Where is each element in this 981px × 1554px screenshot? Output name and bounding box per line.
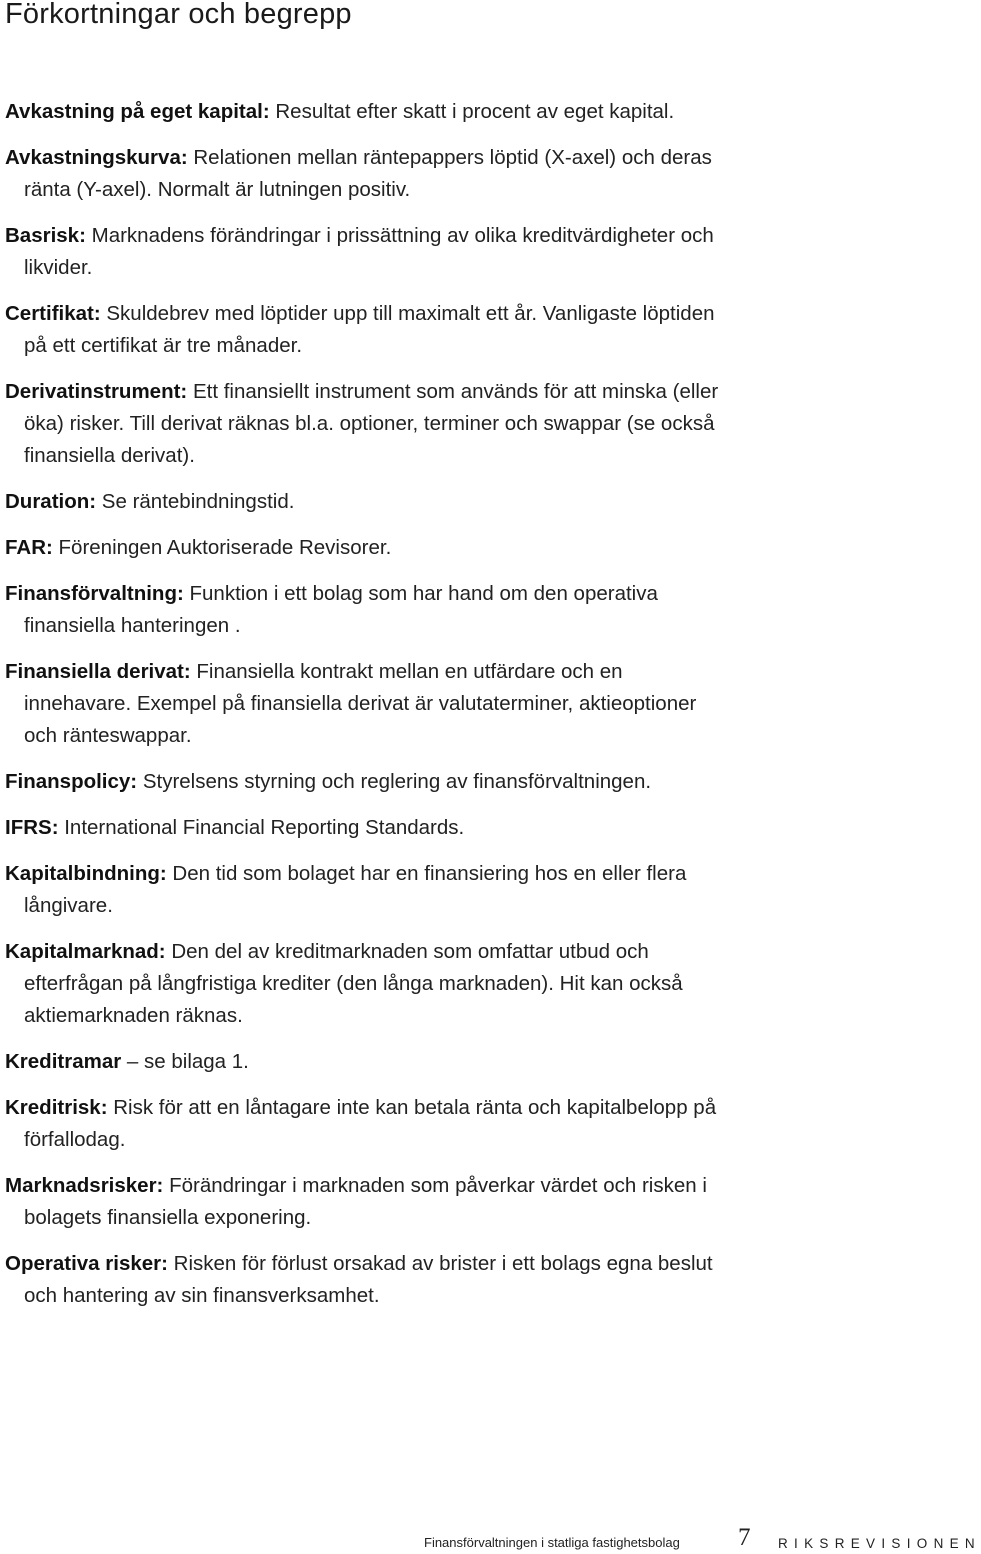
glossary-entry (5, 220, 725, 284)
glossary-definition: – se bilaga 1. (121, 1050, 249, 1073)
glossary-term: Finanspolicy: (5, 770, 138, 793)
glossary-entry (5, 766, 725, 798)
glossary-definition: Föreningen Auktoriserade Revisorer. (52, 536, 392, 559)
glossary-definition: Risk för att en låntagare inte kan betala ränta och kapitalbelopp på förfallodag. (24, 1096, 717, 1151)
glossary-term: Kapitalmarknad: (5, 940, 166, 963)
glossary-entry (5, 858, 725, 922)
glossary-entry (5, 812, 725, 844)
glossary-definition: Förändringar i marknaden som påverkar värdet och risken i bolagets finansiella exponering. (24, 1174, 707, 1229)
page-footer (0, 1524, 981, 1554)
glossary-entry (5, 656, 725, 752)
glossary-term: Basrisk: (5, 224, 86, 247)
glossary-definition: International Financial Reporting Standards. (58, 816, 465, 839)
footer-document-title: Finansförvaltningen i statliga fastighetsbolag (424, 1535, 680, 1550)
glossary-definition: Finansiella kontrakt mellan en utfärdare och en innehavare. Exempel på finansiella derivat är valutaterminer, aktieoptioner och ränteswappar. (24, 660, 697, 747)
glossary-definition: Styrelsens styrning och reglering av finansförvaltningen. (137, 770, 652, 793)
glossary-term: Kreditramar (5, 1050, 122, 1073)
glossary-entry (5, 936, 725, 1032)
glossary-entry (5, 96, 725, 128)
glossary-term: FAR: (5, 536, 53, 559)
glossary-term: Finansförvaltning: (5, 582, 184, 605)
riksrevisionen-logo: RIKSREVISIONEN (778, 1536, 981, 1551)
glossary-term: Derivatinstrument: (5, 380, 188, 403)
glossary-term: Operativa risker: (5, 1252, 168, 1275)
glossary-term: Certifikat: (5, 302, 101, 325)
glossary-term: Duration: (5, 490, 97, 513)
glossary-definition: Relationen mellan räntepappers löptid (X-axel) och deras ränta (Y-axel). Normalt är lutningen positiv. (24, 146, 712, 201)
glossary-entry (5, 142, 725, 206)
glossary-definition: Skuldebrev med löptider upp till maximalt ett år. Vanligaste löptiden på ett certifikat är tre månader. (24, 302, 715, 357)
glossary-entry (5, 1092, 725, 1156)
glossary-entry (5, 532, 725, 564)
glossary-definition: Funktion i ett bolag som har hand om den operativa finansiella hanteringen . (24, 582, 658, 637)
glossary-definition: Resultat efter skatt i procent av eget kapital. (269, 100, 675, 123)
glossary-entry (5, 376, 725, 472)
glossary-list (5, 96, 725, 1326)
glossary-term: IFRS: (5, 816, 59, 839)
footer-page-number: 7 (738, 1524, 751, 1551)
glossary-entry (5, 578, 725, 642)
glossary-term: Kapitalbindning: (5, 862, 167, 885)
glossary-entry (5, 298, 725, 362)
glossary-definition: Risken för förlust orsakad av brister i ett bolags egna beslut och hantering av sin finansverksamhet. (24, 1252, 713, 1307)
glossary-entry (5, 486, 725, 518)
glossary-definition: Den del av kreditmarknaden som omfattar utbud och efterfrågan på långfristiga krediter (den långa marknaden). Hit kan också aktiemarknaden räknas. (24, 940, 683, 1027)
page-title: Förkortningar och begrepp (5, 0, 352, 30)
glossary-term: Marknadsrisker: (5, 1174, 164, 1197)
glossary-term: Avkastning på eget kapital: (5, 100, 270, 123)
glossary-entry (5, 1046, 725, 1078)
glossary-definition: Se räntebindningstid. (96, 490, 295, 513)
glossary-term: Avkastningskurva: (5, 146, 188, 169)
glossary-definition: Den tid som bolaget har en finansiering hos en eller flera långivare. (24, 862, 687, 917)
glossary-term: Finansiella derivat: (5, 660, 191, 683)
glossary-entry (5, 1170, 725, 1234)
glossary-definition: Ett finansiellt instrument som används för att minska (eller öka) risker. Till derivat räknas bl.a. optioner, terminer och swappar (se också finansiella derivat). (24, 380, 719, 467)
glossary-definition: Marknadens förändringar i prissättning av olika kreditvärdigheter och likvider. (24, 224, 714, 279)
glossary-term: Kreditrisk: (5, 1096, 108, 1119)
glossary-entry (5, 1248, 725, 1312)
